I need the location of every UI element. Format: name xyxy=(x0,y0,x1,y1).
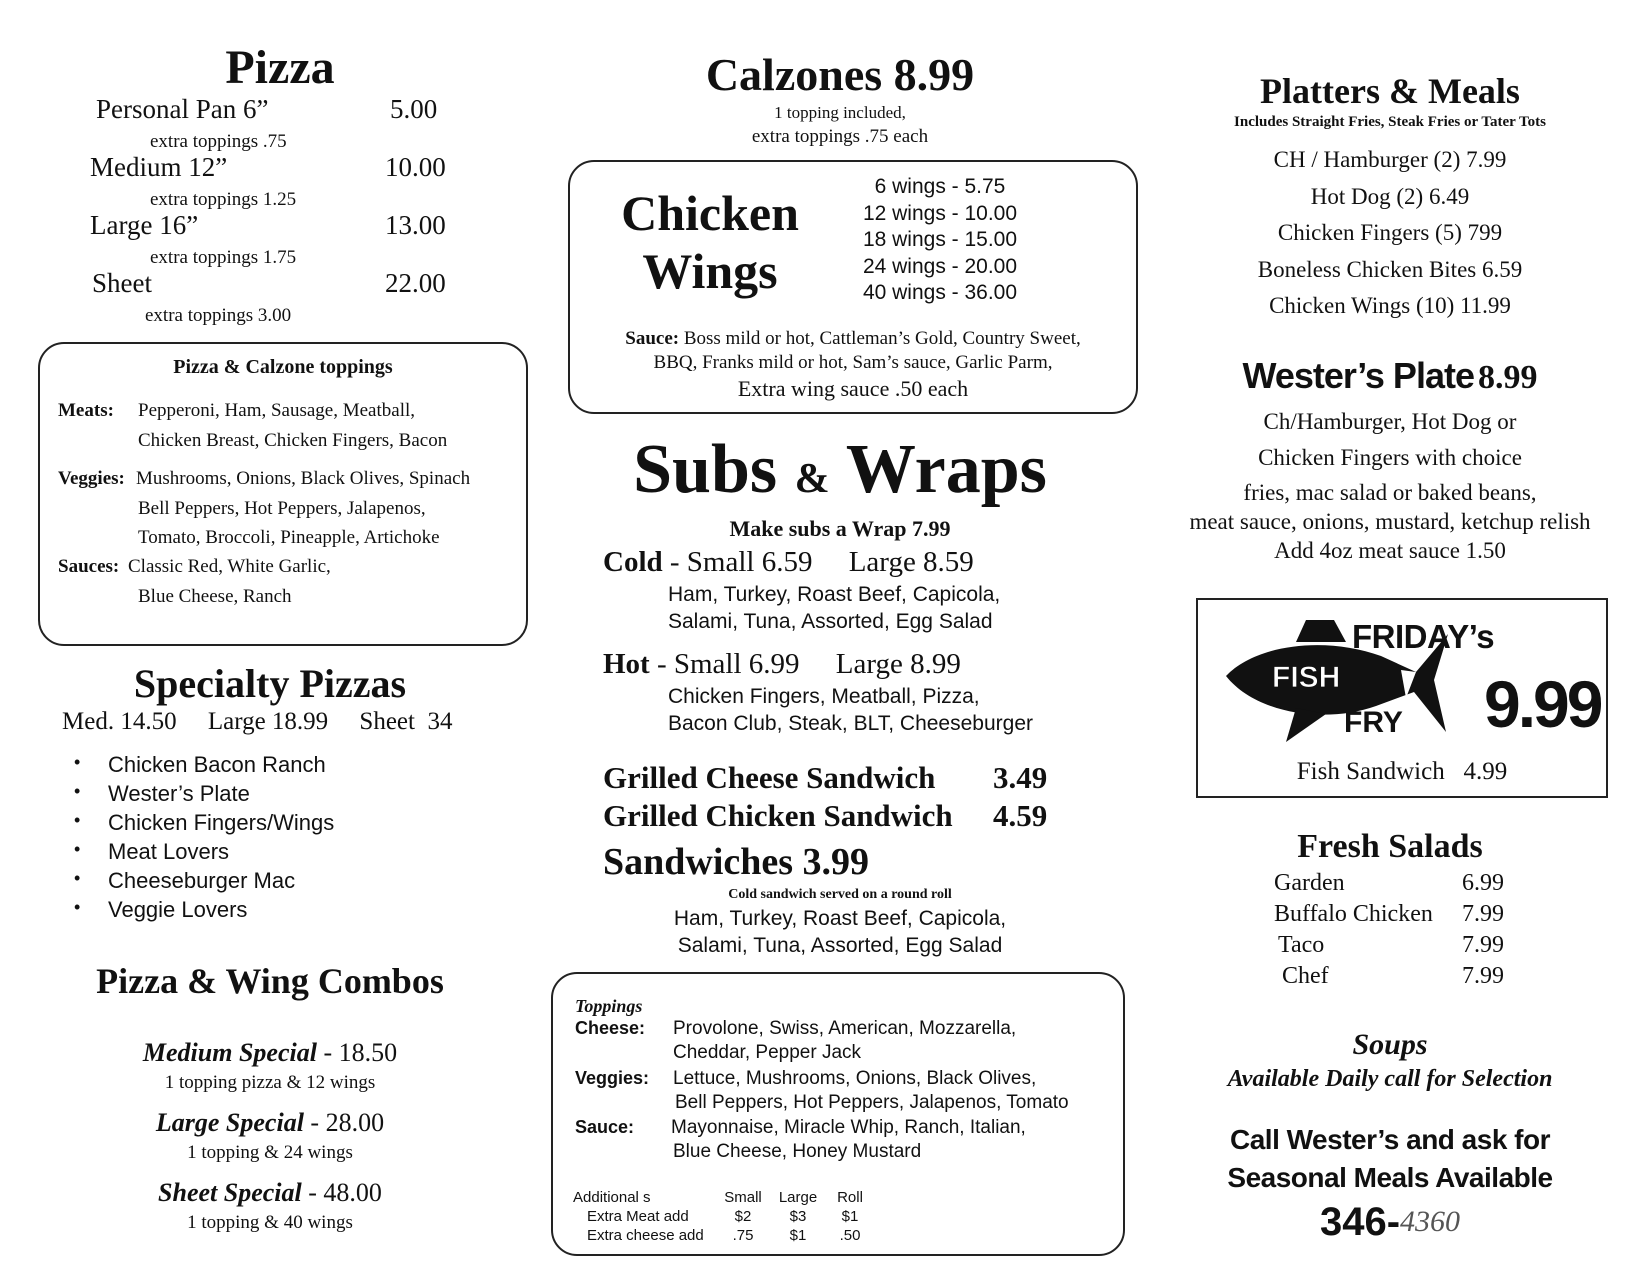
hot-subs-line: Bacon Club, Steak, BLT, Cheeseburger xyxy=(668,712,1033,735)
cheese-line: Provolone, Swiss, American, Mozzarella, xyxy=(673,1018,1017,1039)
additions-header: Additional s xyxy=(573,1189,651,1206)
platter-item: Chicken Wings (10) 11.99 xyxy=(1269,293,1511,318)
westers-plate-line: Chicken Fingers with choice xyxy=(1258,445,1522,470)
salad-name: Chef xyxy=(1282,963,1329,989)
additions-header: Small xyxy=(724,1189,762,1206)
veggies-label: Veggies: xyxy=(575,1068,650,1088)
wings-title: Wings xyxy=(642,243,778,299)
cold-subs-header xyxy=(603,546,974,579)
additions-row xyxy=(573,1207,875,1226)
pizza-extra-toppings: extra toppings 3.00 xyxy=(145,305,292,326)
fish-fry-price: 9.99 xyxy=(1484,667,1601,741)
calzones-title: Calzones 8.99 xyxy=(705,49,975,100)
pizza-size-price: 5.00 xyxy=(390,94,438,124)
wings-sauce-line: BBQ, Franks mild or hot, Sam’s sauce, Garlic Parm, xyxy=(653,352,1053,373)
call-line: Seasonal Meals Available xyxy=(1227,1162,1553,1193)
platter-item: CH / Hamburger (2) 7.99 xyxy=(1273,147,1507,172)
veggies-line: Tomato, Broccoli, Pineapple, Artichoke xyxy=(138,527,440,548)
calzones-line: 1 topping included, xyxy=(774,103,906,122)
combo-item xyxy=(60,1178,480,1208)
veggies-line: Mushrooms, Onions, Black Olives, Spinach xyxy=(136,468,471,489)
soups-subtitle: Available Daily call for Selection xyxy=(1227,1066,1553,1092)
pizza-size-price: 22.00 xyxy=(385,268,446,298)
additions-table xyxy=(573,1188,875,1245)
sub-toppings-title: Toppings xyxy=(575,996,643,1016)
platters-list xyxy=(1150,142,1630,325)
wrap-note: Make subs a Wrap 7.99 xyxy=(729,516,951,541)
combo-price: - 28.00 xyxy=(303,1108,385,1137)
pizza-size-name: Medium 12” xyxy=(90,152,228,182)
wings-sauce-line xyxy=(570,328,1136,350)
specialty-pizza-item: • Chicken Bacon Ranch xyxy=(60,752,460,781)
salad-price: 7.99 xyxy=(1462,932,1504,958)
sauce-line: Blue Cheese, Honey Mustard xyxy=(673,1141,922,1162)
additions-cell: .75 xyxy=(732,1227,754,1244)
sandwich-note: Cold sandwich served on a round roll xyxy=(728,887,952,902)
hot-label: Hot xyxy=(603,648,650,680)
specialty-pizza-item: • Veggie Lovers xyxy=(60,897,460,926)
wings-extra-sauce: Extra wing sauce .50 each xyxy=(737,376,969,401)
pizza-size-name: Personal Pan 6” xyxy=(96,94,269,124)
additions-cell: $1 xyxy=(841,1208,859,1225)
additions-header: Large xyxy=(778,1189,818,1206)
pizza-extra-toppings: extra toppings 1.75 xyxy=(150,247,297,268)
cold-subs-line: Ham, Turkey, Roast Beef, Capicola, xyxy=(668,583,1001,606)
cheese-line: Cheddar, Pepper Jack xyxy=(673,1042,862,1063)
hot-subs-line: Chicken Fingers, Meatball, Pizza, xyxy=(668,685,980,708)
specialty-pizza-item: • Cheeseburger Mac xyxy=(60,868,460,897)
grilled-chicken-price: 4.59 xyxy=(993,798,1048,833)
meats-line: Chicken Breast, Chicken Fingers, Bacon xyxy=(138,430,448,451)
wraps-word: Wraps xyxy=(845,431,1047,508)
salad-price: 7.99 xyxy=(1462,963,1504,989)
sauce-label: Sauce: xyxy=(575,1117,635,1137)
sandwich-line: Salami, Tuna, Assorted, Egg Salad xyxy=(677,934,1003,957)
specialty-pizza-item: • Chicken Fingers/Wings xyxy=(60,810,460,839)
friday-label: FRIDAY’s xyxy=(1352,618,1495,655)
additions-cell: $1 xyxy=(789,1227,807,1244)
additions-header-row xyxy=(573,1188,875,1207)
pizza-toppings-title: Pizza & Calzone toppings xyxy=(173,356,393,378)
cold-prices: - Small 6.59 Large 8.59 xyxy=(662,546,974,578)
phone-prefix: 346- xyxy=(1319,1200,1401,1244)
additions-cell: Extra Meat add xyxy=(587,1208,689,1225)
combo-price: - 48.00 xyxy=(301,1178,382,1207)
sauce-line: Mayonnaise, Miracle Whip, Ranch, Italian, xyxy=(671,1117,1026,1138)
combo-name: Large Special xyxy=(155,1108,304,1137)
pizza-extra-toppings: extra toppings .75 xyxy=(150,131,287,152)
pizza-size-price: 13.00 xyxy=(385,210,446,240)
wings-sauce-label: Sauce: xyxy=(625,328,680,349)
specialty-pizza-list xyxy=(60,752,460,926)
combo-desc: 1 topping & 24 wings xyxy=(187,1142,353,1163)
soups-title: Soups xyxy=(1352,1028,1428,1061)
phone-number xyxy=(1150,1198,1630,1255)
sandwich-line: Ham, Turkey, Roast Beef, Capicola, xyxy=(673,907,1007,930)
salad-price: 7.99 xyxy=(1462,901,1504,927)
cold-label: Cold xyxy=(603,546,663,578)
pizza-toppings-box xyxy=(38,342,528,646)
subs-word: Subs xyxy=(633,431,778,508)
wings-title: Chicken xyxy=(621,185,799,241)
hot-subs-header xyxy=(603,648,961,681)
phone-handwritten: 4360 xyxy=(1400,1205,1461,1238)
pizza-title: Pizza xyxy=(225,41,335,94)
combo-desc: 1 topping & 40 wings xyxy=(187,1212,353,1233)
veggies-line: Lettuce, Mushrooms, Onions, Black Olives, xyxy=(673,1068,1037,1089)
salads-title: Fresh Salads xyxy=(1297,828,1483,865)
subs-wraps-title xyxy=(560,430,1120,519)
sauces-line: Blue Cheese, Ranch xyxy=(138,586,292,607)
combo-item xyxy=(60,1108,480,1138)
combo-price: - 18.50 xyxy=(316,1038,398,1067)
specialty-pizza-item: • Meat Lovers xyxy=(60,839,460,868)
wings-price: 24 wings - 20.00 xyxy=(862,254,1018,278)
westers-plate-header xyxy=(1150,352,1630,408)
grilled-cheese-name: Grilled Cheese Sandwich xyxy=(603,760,936,795)
westers-plate-title: Wester’s Plate xyxy=(1242,355,1474,396)
combo-item xyxy=(60,1038,480,1068)
combo-name: Medium Special xyxy=(142,1038,317,1067)
fish-sandwich: Fish Sandwich 4.99 xyxy=(1296,758,1508,785)
pizza-size-price: 10.00 xyxy=(385,152,446,182)
pizza-size-name: Sheet xyxy=(92,268,152,298)
fry-label: FRY xyxy=(1344,706,1403,739)
pizza-size-name: Large 16” xyxy=(90,210,199,240)
wings-price: 6 wings - 5.75 xyxy=(874,175,1006,198)
platters-title: Platters & Meals xyxy=(1260,71,1520,111)
wings-sauce-text: Boss mild or hot, Cattleman’s Gold, Country Sweet, xyxy=(683,328,1081,349)
additions-cell: $3 xyxy=(789,1208,807,1225)
call-line: Call Wester’s and ask for xyxy=(1230,1124,1550,1155)
cold-subs-line: Salami, Tuna, Assorted, Egg Salad xyxy=(668,610,993,633)
veggies-line: Bell Peppers, Hot Peppers, Jalapenos, xyxy=(138,498,426,519)
salad-name: Buffalo Chicken xyxy=(1274,901,1433,927)
sauces-line: Classic Red, White Garlic, xyxy=(128,556,331,577)
additions-cell: .50 xyxy=(839,1227,861,1244)
chicken-wings-box xyxy=(568,160,1138,414)
specialty-pizzas-prices: Med. 14.50 Large 18.99 Sheet 34 xyxy=(62,708,453,735)
veggies-line: Bell Peppers, Hot Peppers, Jalapenos, Tomato xyxy=(675,1092,1069,1113)
additions-header: Roll xyxy=(837,1189,863,1206)
westers-plate-desc xyxy=(1150,404,1630,476)
sandwiches-title: Sandwiches 3.99 xyxy=(603,841,870,883)
meats-line: Pepperoni, Ham, Sausage, Meatball, xyxy=(138,400,416,421)
combos-title: Pizza & Wing Combos xyxy=(96,961,444,1001)
combo-name: Sheet Special xyxy=(158,1178,302,1207)
hot-prices: - Small 6.99 Large 8.99 xyxy=(649,648,961,680)
sauces-label: Sauces: xyxy=(58,556,120,577)
wings-price: 40 wings - 36.00 xyxy=(862,281,1018,304)
westers-plate-line: Ch/Hamburger, Hot Dog or xyxy=(1263,409,1517,434)
grilled-cheese-price: 3.49 xyxy=(993,760,1048,795)
additions-row xyxy=(573,1226,875,1245)
westers-plate-line: fries, mac salad or baked beans, xyxy=(1243,480,1537,505)
platter-item: Chicken Fingers (5) 799 xyxy=(1277,220,1503,245)
platter-item: Hot Dog (2) 6.49 xyxy=(1310,183,1470,209)
wings-price: 12 wings - 10.00 xyxy=(862,201,1018,225)
combo-desc: 1 topping pizza & 12 wings xyxy=(164,1072,376,1093)
additions-cell: Extra cheese add xyxy=(587,1227,704,1244)
cheese-label: Cheese: xyxy=(575,1018,646,1038)
fish-word: FISH xyxy=(1272,661,1341,694)
platter-item: Boneless Chicken Bites 6.59 xyxy=(1257,256,1523,282)
westers-plate-desc xyxy=(1150,478,1630,565)
fish-fry-box xyxy=(1196,598,1608,798)
westers-plate-line: meat sauce, onions, mustard, ketchup relish xyxy=(1189,509,1591,534)
ampersand: & xyxy=(794,456,830,502)
salad-name: Garden xyxy=(1274,870,1345,896)
grilled-chicken-name: Grilled Chicken Sandwich xyxy=(603,798,953,833)
sub-toppings-box xyxy=(551,972,1125,1256)
westers-plate-line: Add 4oz meat sauce 1.50 xyxy=(1274,538,1506,563)
specialty-pizza-item: • Wester’s Plate xyxy=(60,781,460,810)
meats-label: Meats: xyxy=(58,400,114,421)
veggies-label: Veggies: xyxy=(58,468,125,489)
specialty-pizzas-title: Specialty Pizzas xyxy=(133,661,407,706)
pizza-extra-toppings: extra toppings 1.25 xyxy=(150,189,297,210)
platters-subtitle: Includes Straight Fries, Steak Fries or Tater Tots xyxy=(1234,114,1546,130)
wings-price-list xyxy=(840,174,1040,307)
wings-price: 18 wings - 15.00 xyxy=(862,228,1018,251)
westers-plate-price: 8.99 xyxy=(1477,359,1538,396)
salad-name: Taco xyxy=(1278,932,1325,958)
calzones-line: extra toppings .75 each xyxy=(751,126,929,147)
salad-price: 6.99 xyxy=(1462,870,1504,896)
additions-cell: $2 xyxy=(734,1208,752,1225)
